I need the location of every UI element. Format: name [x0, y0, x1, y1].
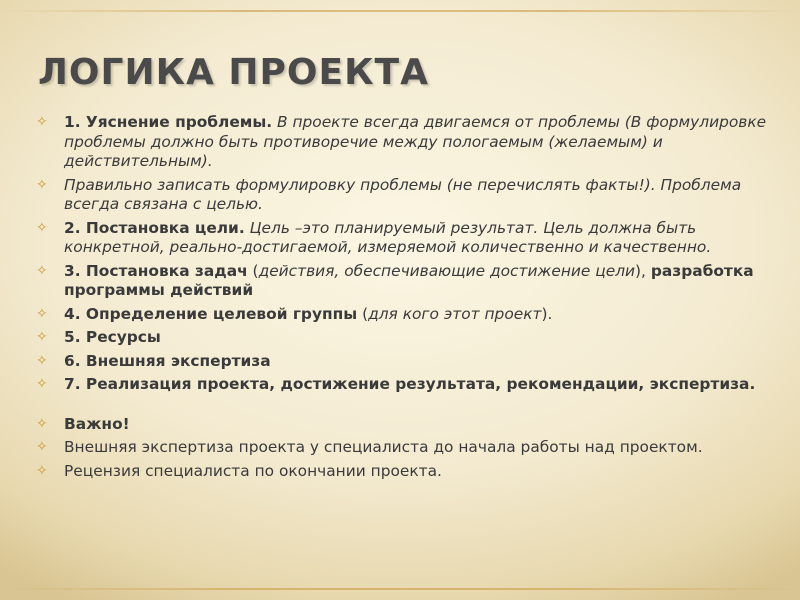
- bullet-list: [36, 113, 776, 485]
- item-paren-close: ),: [635, 261, 651, 280]
- item-heading: 2. Постановка цели.: [64, 218, 245, 237]
- bullet-icon: ✧: [36, 376, 48, 392]
- bullet-icon: ✧: [36, 219, 48, 236]
- item-heading: 5. Ресурсы: [64, 328, 161, 346]
- item-text: В проекте всегда двигаемся от проблемы (В формулировке проблемы должно быть противоречие между пологаемым (желаемым) и действительным).: [64, 113, 767, 170]
- bullet-icon: ✧: [36, 305, 48, 322]
- bullet-item-goal: [36, 219, 776, 258]
- bullet-icon: ✧: [36, 415, 48, 432]
- top-decorative-rule: [0, 10, 800, 12]
- note-heading: Важно!: [64, 414, 130, 433]
- bullet-item-resources: [36, 328, 776, 348]
- spacer: [36, 399, 776, 415]
- bottom-decorative-rule: [0, 588, 800, 590]
- item-heading: 3. Постановка задач: [64, 261, 248, 280]
- bullet-item-external-expertise: [36, 352, 776, 372]
- item-heading: 4. Определение целевой группы: [64, 304, 358, 323]
- item-heading-2: разработка программы действий: [64, 261, 754, 299]
- note-heading-item: [36, 415, 776, 435]
- bullet-item-implementation: [36, 375, 776, 395]
- item-paren-open: (: [357, 304, 369, 323]
- bullet-icon: ✧: [36, 114, 48, 130]
- note-line: Рецензия специалиста по окончании проекта.: [64, 461, 442, 480]
- item-text: Цель –это планируемый результат. Цель должна быть конкретной, реально-достигаемой, измеряемой количественно и качественно.: [64, 218, 712, 256]
- bullet-item-target-group: [36, 305, 776, 325]
- slide-title: ЛОГИКА ПРОЕКТА: [38, 52, 429, 93]
- bullet-icon: ✧: [36, 329, 48, 345]
- item-text: действия, обеспечивающие достижение цели: [258, 261, 636, 280]
- note-line-item: [36, 438, 776, 458]
- note-line: Внешняя экспертиза проекта у специалиста до начала работы над проектом.: [64, 438, 703, 456]
- item-heading: 6. Внешняя экспертиза: [64, 351, 271, 370]
- bullet-icon: ✧: [36, 262, 48, 279]
- bullet-icon: ✧: [36, 352, 48, 369]
- bullet-icon: ✧: [36, 462, 48, 479]
- bullet-icon: ✧: [36, 439, 48, 455]
- bullet-icon: ✧: [36, 176, 48, 193]
- item-text: Правильно записать формулировку проблемы (не перечислять факты!). Проблема всегда связана с целью.: [64, 175, 742, 213]
- bullet-item-formulation: [36, 176, 776, 215]
- item-heading: 7. Реализация проекта, достижение результата, рекомендации, экспертиза.: [64, 375, 756, 393]
- item-text: для кого этот проект: [368, 304, 542, 323]
- item-heading: 1. Уяснение проблемы.: [64, 113, 273, 131]
- note-line-item: [36, 462, 776, 482]
- item-paren-close: ).: [541, 304, 553, 323]
- item-paren-open: (: [247, 261, 259, 280]
- bullet-item-tasks: [36, 262, 776, 301]
- bullet-item-problem: [36, 113, 776, 172]
